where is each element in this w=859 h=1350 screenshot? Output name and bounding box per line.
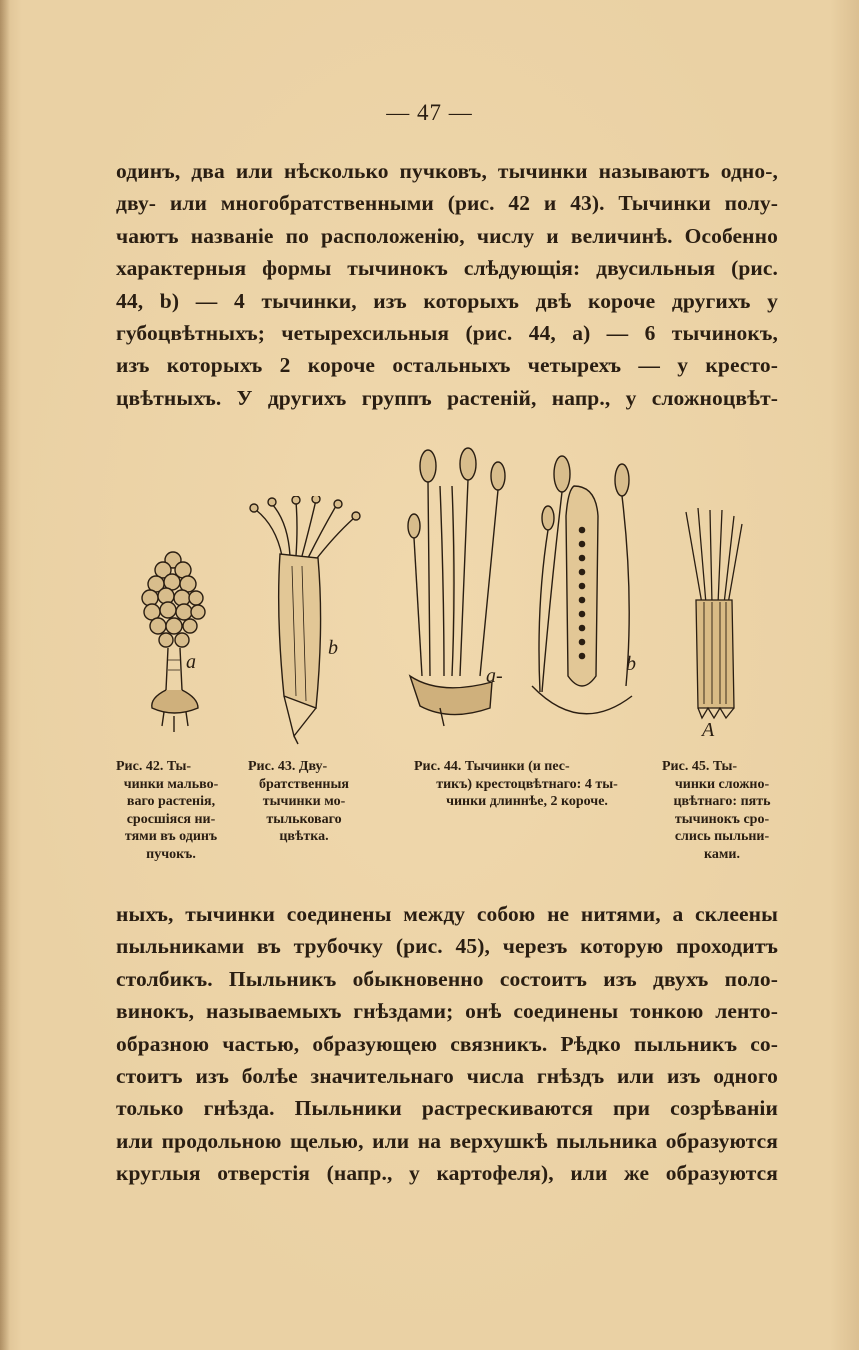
caption-line: цвѣтнаго: пять [673,794,771,809]
caption-line: Рис. 42. Ты- [116,759,192,774]
figure-43-illustration [236,496,366,746]
text-line: изъ которыхъ 2 короче остальныхъ четырехъ — у кресто- [116,353,778,378]
caption-line: чинки длиннѣе, 2 короче. [446,794,608,809]
text-line: губоцвѣтныхъ; четырехсильныя (рис. 44, a) — 6 тычинокъ, [116,320,778,345]
figure-42-illustration [128,540,218,740]
caption-line: братственныя [259,776,349,792]
text-line: стоитъ изъ болѣе значительнаго числа гнѣздъ или изъ одного [116,1063,778,1088]
caption-line: ками. [704,846,740,862]
text-line: только гнѣзда. Пыльники растрескиваются при созрѣваніи [116,1096,778,1121]
text-line: ныхъ, тычинки соединены между собою не нитями, а склеены [116,902,778,926]
page-binding-shadow [0,0,10,1350]
figure-45-caption [662,758,782,863]
figure-label: b [626,653,636,675]
text-line: цвѣтныхъ. У другихъ группъ растеній, напр., у сложноцвѣт- [116,385,778,410]
caption-line: тями въ одинъ [124,829,218,844]
text-line: характерныя формы тычинокъ слѣдующія: двусильныя (рис. [116,256,778,281]
text-line: круглыя отверстія (напр., у картофеля), или же образуются [116,1161,778,1186]
bottom-paragraph [116,898,778,1190]
caption-line: тычинокъ сро- [674,811,770,827]
figure-42-caption [116,758,226,863]
figure-44-illustration [400,446,660,736]
caption-line: сросшіяся ни- [126,811,216,827]
caption-line: слись пыльни- [674,829,770,844]
malvaceous-stamens-drawing [128,540,218,740]
figure-label: a- [486,665,503,687]
text-line: чаютъ названіе по расположенію, числу и величинѣ. Особенно [116,223,778,248]
caption-line: пучокъ. [146,846,196,862]
text-line: дву- или многобратственными (рис. 42 и 43). Тычинки полу- [116,191,778,216]
cruciferous-stamens-drawing [400,446,660,736]
figure-label: b [328,637,338,659]
text-line: 44, b) — 4 тычинки, изъ которыхъ двѣ короче другихъ у [116,288,778,313]
text-line: пыльниками въ трубочку (рис. 45), черезъ которую проходитъ [116,934,778,959]
figure-43-caption [248,758,360,846]
caption-line: ваго растенія, [126,794,216,809]
text-line: одинъ, два или нѣсколько пучковъ, тычинки называютъ одно-, [116,159,778,183]
caption-line: чинки мальво- [123,776,219,792]
page-number: — 47 — [386,100,473,125]
figure-label: a [186,651,196,673]
caption-line: тычинки мо- [262,794,346,809]
caption-line: тыльковаго [266,811,342,827]
figure-44-caption [414,758,640,811]
text-line: столбикъ. Пыльникъ обыкновенно состоитъ изъ двухъ поло- [116,966,778,991]
caption-line: Рис. 43. Дву- [248,759,328,774]
caption-line: Рис. 44. Тычинки (и пес- [414,759,570,774]
caption-line: цвѣтка. [279,829,329,844]
caption-line: чинки сложно- [674,776,770,792]
figure-45-illustration [676,504,756,744]
figure-label: A [702,719,715,741]
papilionaceous-stamens-drawing [236,496,366,746]
top-paragraph [116,155,778,414]
caption-line: тикъ) крестоцвѣтнаго: 4 ты- [436,776,618,792]
text-line: или продольною щелью, или на верхушкѣ пыльника образуются [116,1128,778,1153]
caption-line: Рис. 45. Ты- [662,759,738,774]
composite-stamens-drawing [676,504,756,744]
text-line: образною частью, образующею связникъ. Рѣдко пыльникъ со- [116,1031,778,1056]
text-line: винокъ, называемыхъ гнѣздами; онѣ соединены тонкою ленто- [116,999,778,1024]
